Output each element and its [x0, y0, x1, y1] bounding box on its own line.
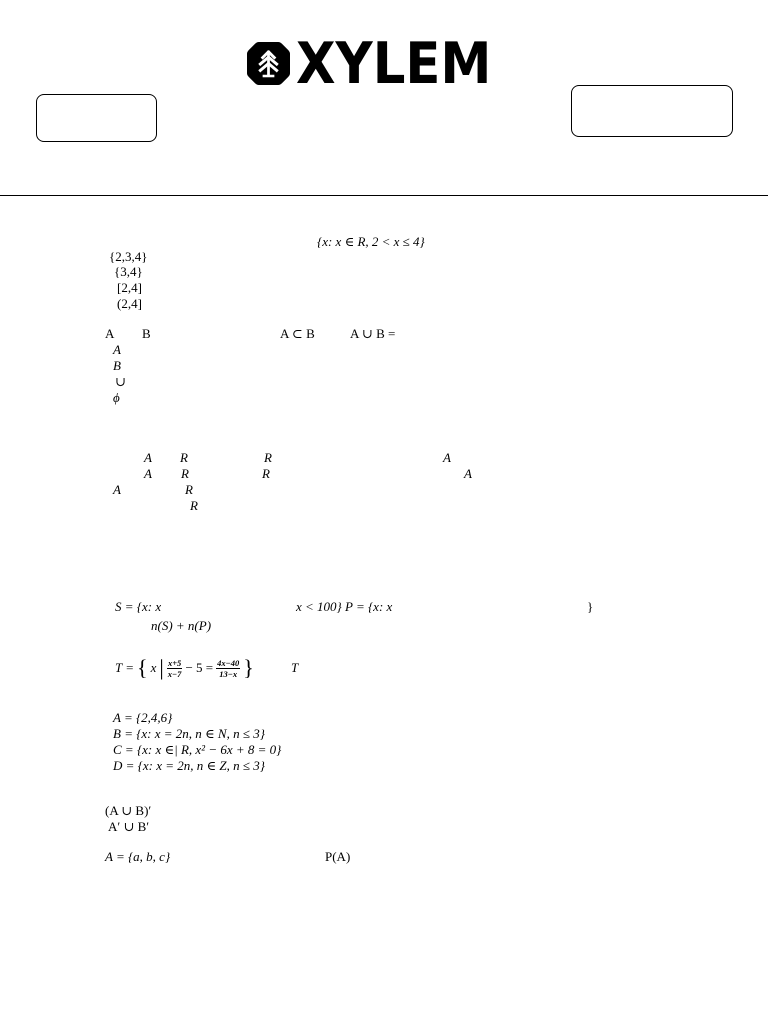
q2-set-b: B	[142, 326, 151, 341]
q1-option-2: {3,4}	[114, 264, 143, 279]
q6-set-a: A = {2,4,6}	[113, 710, 173, 725]
q1-option-4: (2,4]	[117, 296, 142, 311]
q1-option-3: [2,4]	[117, 280, 142, 295]
q3-line1-term-4: A	[443, 450, 451, 465]
q3-line2-term-2: R	[181, 466, 189, 481]
q3-line2-term-3: R	[262, 466, 270, 481]
q5-variable: x	[150, 660, 157, 675]
q5-fraction-1	[167, 658, 183, 679]
q6-set-d: D = {x: x = 2n, n ∈ Z, n ≤ 3}	[113, 758, 265, 773]
q3-line4-term-1: R	[190, 498, 198, 513]
q3-line3-term-2: R	[185, 482, 193, 497]
q5-fraction-2-denominator: 13−x	[219, 668, 238, 679]
q2-expression: A ∪ B =	[350, 326, 396, 341]
q5-fraction-2-numerator: 4x−40	[217, 657, 240, 668]
q7-expression-1: (A ∪ B)′	[105, 803, 152, 818]
q6-set-c: C = {x: x ∈| R, x² − 6x + 8 = 0}	[113, 742, 282, 757]
q7-expression-2: A′ ∪ B′	[108, 819, 150, 834]
q2-option-3: ∪	[115, 374, 126, 389]
q8-set: A = {a, b, c}	[105, 849, 171, 864]
xylem-logo-text: XYLEM	[296, 31, 492, 97]
q2-option-2: B	[113, 358, 121, 373]
q8-power-set: P(A)	[325, 849, 351, 864]
q5-middle: − 5 =	[185, 660, 214, 675]
q5-close-brace: }	[243, 655, 254, 680]
q4-set-s-definition: S = {x: x	[115, 599, 162, 614]
q5-fraction-1-numerator: x+5	[167, 657, 182, 668]
q2-condition: A ⊂ B	[280, 326, 315, 341]
q4-set-s-end-set-p-definition: x < 100} P = {x: x	[296, 599, 393, 614]
header-divider	[0, 195, 768, 196]
q3-line1-term-2: R	[180, 450, 188, 465]
q3-line1-term-1: A	[144, 450, 152, 465]
q1-set: {x: x ∈ R, 2 < x ≤ 4}	[317, 234, 425, 249]
q3-line3-term-1: A	[113, 482, 121, 497]
q6-set-b: B = {x: x = 2n, n ∈ N, n ≤ 3}	[113, 726, 265, 741]
q5-fraction-1-denominator: x−7	[167, 668, 182, 679]
q5-set-t-definition	[115, 655, 257, 681]
q2-set-a: A	[105, 326, 115, 341]
q2-option-4: ϕ	[113, 390, 120, 405]
q5-open-brace: {	[137, 655, 148, 680]
left-header-box	[36, 94, 157, 142]
q1-option-1: {2,3,4}	[109, 249, 148, 264]
q5-suffix: T	[291, 660, 299, 675]
q5-fraction-2	[216, 658, 240, 679]
q5-bar: |	[159, 655, 164, 680]
xylem-tree-icon	[247, 42, 290, 85]
q4-set-p-end: }	[587, 599, 594, 614]
q5-prefix: T =	[115, 660, 135, 675]
q4-expression: n(S) + n(P)	[151, 618, 212, 633]
q2-option-1: A	[113, 342, 121, 357]
q3-line1-term-3: R	[264, 450, 272, 465]
q3-line2-term-4: A	[464, 466, 472, 481]
q3-line2-term-1: A	[144, 466, 152, 481]
right-header-box	[571, 85, 733, 137]
